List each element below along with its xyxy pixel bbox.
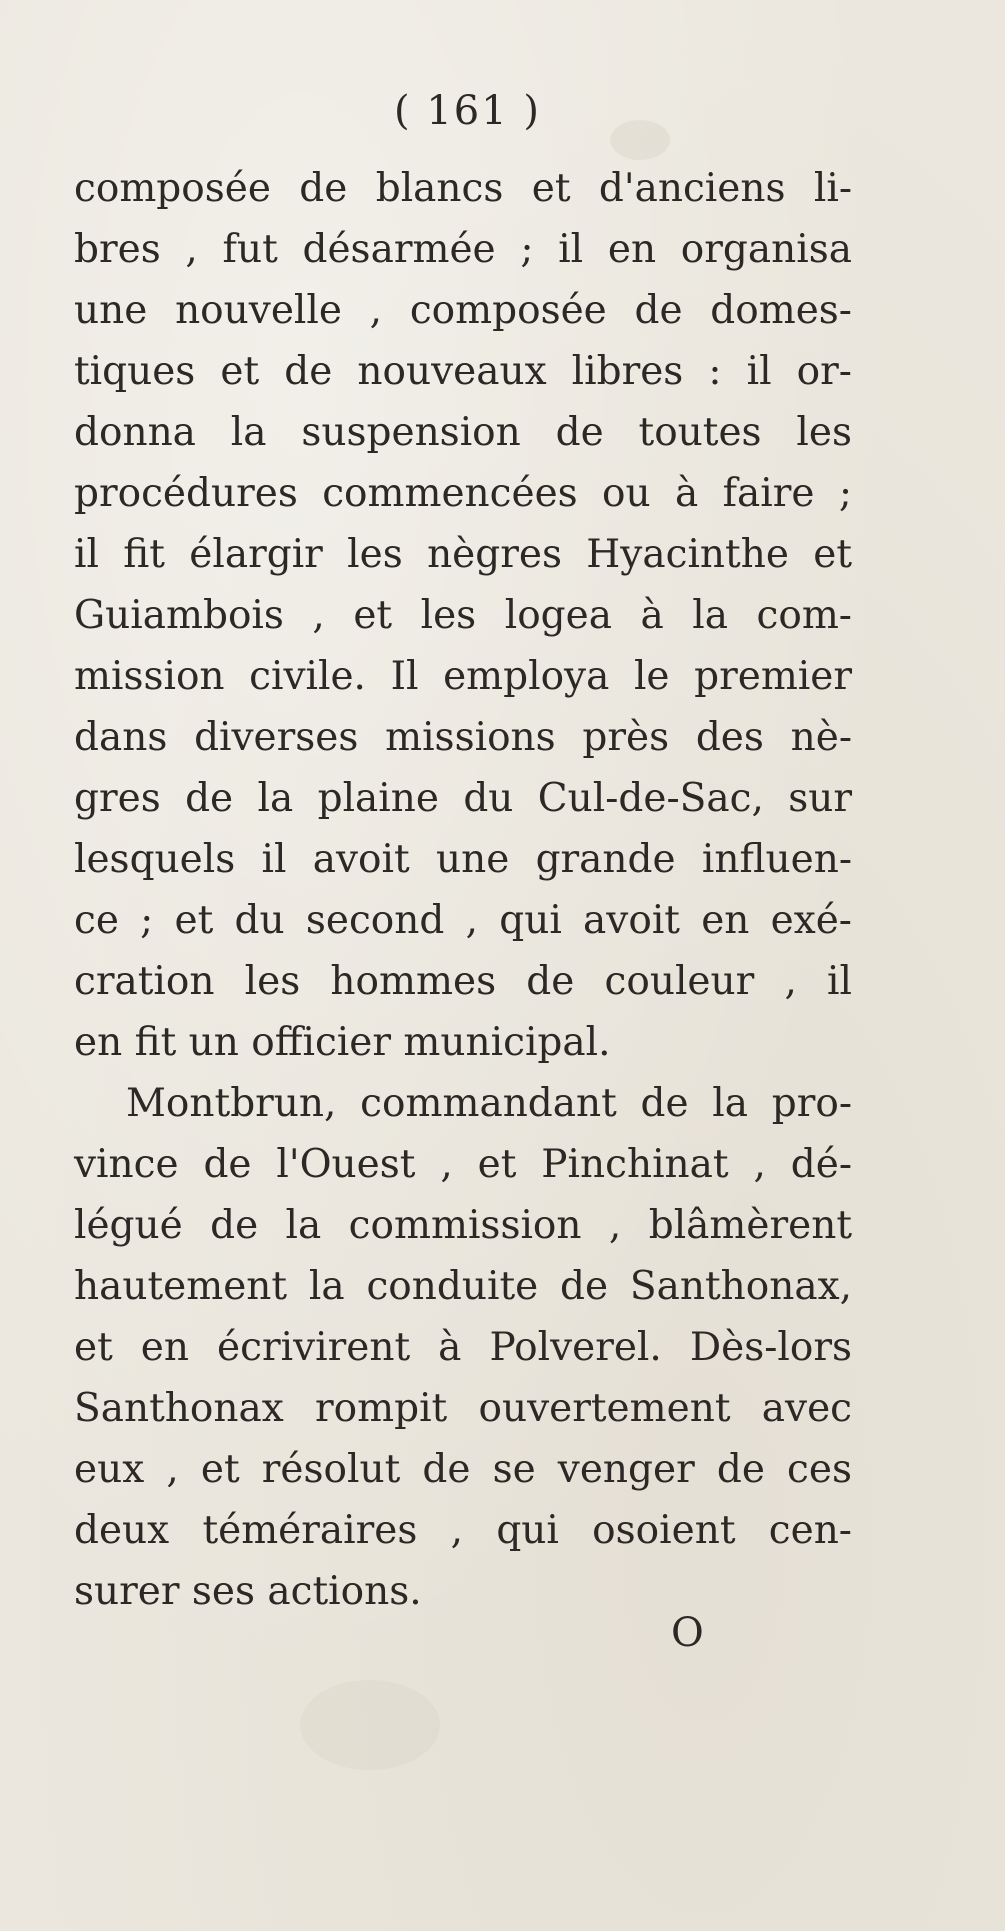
text-line: hautement la conduite de Santhonax, <box>74 1264 852 1309</box>
paragraph-2 <box>74 1073 852 1622</box>
text-line: une nouvelle , composée de domes- <box>74 288 852 333</box>
text-line: dans diverses missions près des nè- <box>74 715 852 760</box>
text-line: et en écrivirent à Polverel. Dès-lors <box>74 1325 852 1370</box>
text-line: eux , et résolut de se venger de ces <box>74 1447 852 1492</box>
paper-stain <box>300 1680 440 1770</box>
text-line: surer ses actions. <box>74 1569 422 1614</box>
text-line: tiques et de nouveaux libres : il or- <box>74 349 852 394</box>
text-line: légué de la commission , blâmèrent <box>74 1203 852 1248</box>
text-line: vince de l'Ouest , et Pinchinat , dé- <box>74 1142 852 1187</box>
text-line: ce ; et du second , qui avoit en exé- <box>74 898 852 943</box>
text-line: il fit élargir les nègres Hyacinthe et <box>74 532 852 577</box>
page-number: ( 161 ) <box>394 88 541 134</box>
text-line: Montbrun, commandant de la pro- <box>126 1081 852 1126</box>
text-line: mission civile. Il employa le premier <box>74 654 852 699</box>
text-line: Guiambois , et les logea à la com- <box>74 593 852 638</box>
text-line: composée de blancs et d'anciens li- <box>74 166 852 211</box>
text-line: deux téméraires , qui osoient cen- <box>74 1508 852 1553</box>
text-line: cration les hommes de couleur , il <box>74 959 852 1004</box>
catchword: O <box>671 1610 704 1656</box>
paragraph-1 <box>74 158 852 1073</box>
body-text <box>74 158 852 1622</box>
text-line: procédures commencées ou à faire ; <box>74 471 852 516</box>
text-line: gres de la plaine du Cul-de-Sac, sur <box>74 776 852 821</box>
text-line: bres , fut désarmée ; il en organisa <box>74 227 852 272</box>
text-line: donna la suspension de toutes les <box>74 410 852 455</box>
text-line: Santhonax rompit ouvertement avec <box>74 1386 852 1431</box>
text-line: en fit un officier municipal. <box>74 1020 611 1065</box>
text-line: lesquels il avoit une grande influen- <box>74 837 852 882</box>
